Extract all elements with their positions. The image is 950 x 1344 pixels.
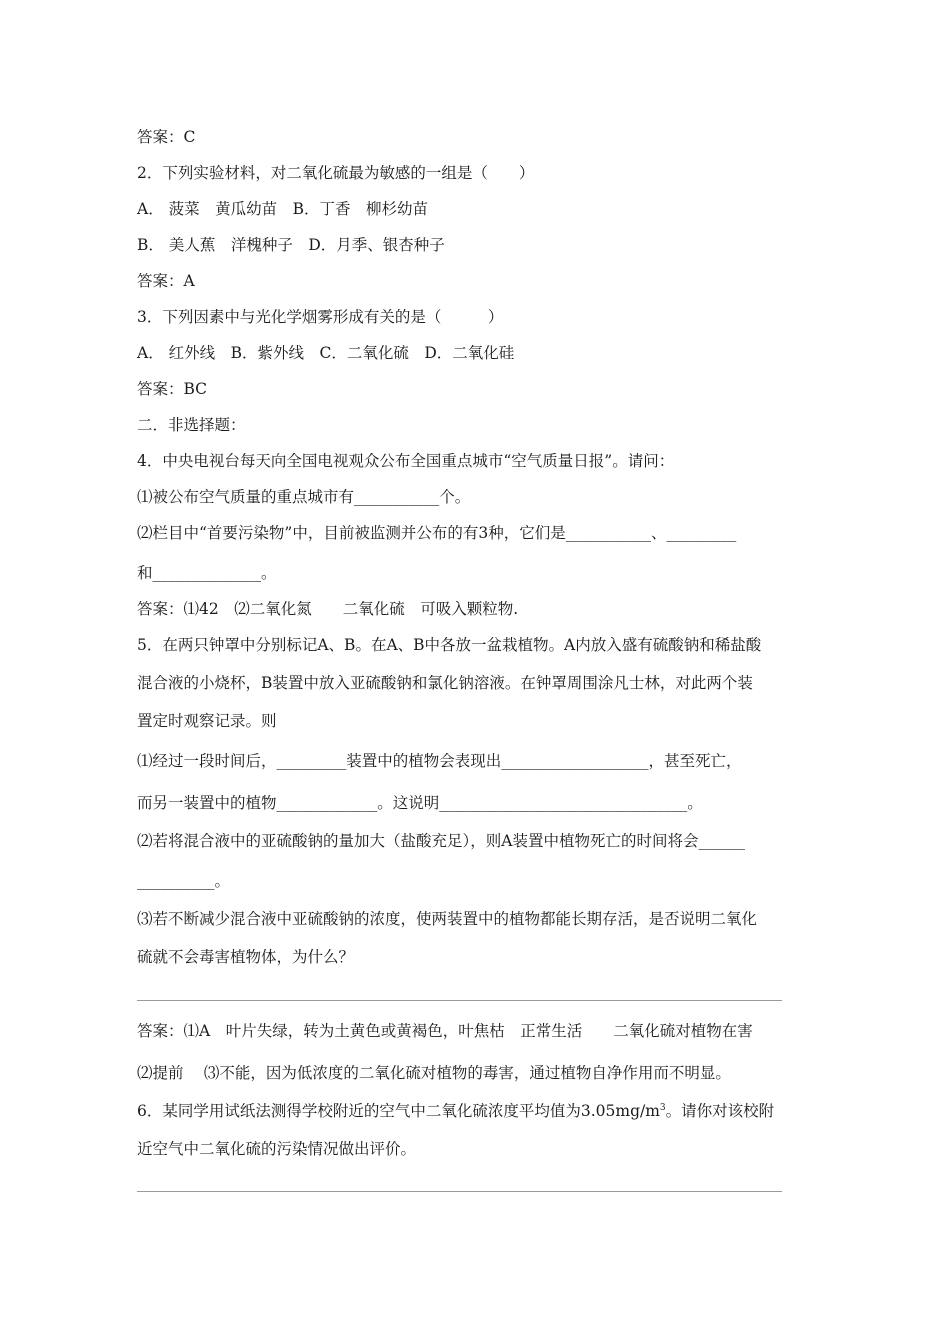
question-3-options: A． 红外线 B．紫外线 C．二氧化硫 D．二氧化硅	[137, 344, 515, 362]
question-5-cont-2: 置定时观察记录。则	[137, 712, 277, 730]
question-5-part-3: ⑶若不断减少混合液中亚硫酸钠的浓度，使两装置中的植物都能长期存活，是否说明二氧化	[137, 910, 758, 928]
question-6-tail: 。请你对该校附	[665, 1102, 775, 1120]
question-2-options-a: A． 菠菜 黄瓜幼苗 B．丁香 柳杉幼苗	[137, 200, 429, 218]
question-6-text: 6．某同学用试纸法测得学校附近的空气中二氧化硫浓度平均值为3.05mg/m	[137, 1102, 660, 1120]
question-4-part-2: ⑵栏目中“首要污染物”中，目前被监测并公布的有3种，它们是___________、_________	[137, 524, 737, 542]
answer-3: 答案：BC	[137, 380, 208, 398]
answer-2: 答案：A	[137, 272, 195, 290]
question-2: 2．下列实验材料，对二氧化硫最为敏感的一组是（ ）	[137, 164, 535, 182]
question-6-cont: 近空气中二氧化硫的污染情况做出评价。	[137, 1140, 417, 1158]
unit-superscript: 3	[659, 1103, 666, 1113]
question-5-part-3-cont: 硫就不会毒害植物体，为什么？	[137, 948, 355, 966]
question-6	[137, 1101, 774, 1121]
answer-blank-line	[137, 1000, 782, 1001]
question-4: 4．中央电视台每天向全国电视观众公布全国重点城市“空气质量日报”。请问：	[137, 452, 675, 470]
answer-blank-line	[137, 1191, 782, 1192]
question-5-part-2: ⑵若将混合液中的亚硫酸钠的量加大（盐酸充足），则A装置中植物死亡的时间将会______	[137, 832, 745, 850]
answer-5: 答案：⑴A 叶片失绿，转为土黄色或黄褐色，叶焦枯 正常生活 二氧化硫对植物在害	[137, 1022, 753, 1040]
answer-4: 答案：⑴42 ⑵二氧化氮 二氧化硫 可吸入颗粒物.	[137, 600, 519, 618]
question-5: 5．在两只钟罩中分别标记A、B。在A、B中各放一盆栽植物。A内放入盛有硫酸钠和稀盐酸	[137, 636, 762, 654]
question-5-part-1: ⑴经过一段时间后，_________装置中的植物会表现出___________________，甚至死亡，	[137, 752, 742, 770]
question-4-part-2-cont: 和______________。	[137, 564, 277, 582]
answer-5-cont: ⑵提前 ⑶不能，因为低浓度的二氧化硫对植物的毒害，通过植物自净作用而不明显。	[137, 1064, 731, 1082]
question-5-cont-1: 混合液的小烧杯，B装置中放入亚硫酸钠和氯化钠溶液。在钟罩周围涂凡士林，对此两个装	[137, 674, 753, 692]
answer-1: 答案：C	[137, 128, 196, 146]
question-4-part-1: ⑴被公布空气质量的重点城市有___________个。	[137, 488, 471, 506]
question-3: 3．下列因素中与光化学烟雾形成有关的是（ ）	[137, 308, 504, 326]
section-heading: 二．非选择题：	[137, 416, 246, 434]
question-2-options-b: B． 美人蕉 洋槐种子 D．月季、银杏种子	[137, 236, 445, 254]
question-5-part-1-cont: 而另一装置中的植物_____________。这说明________________________________。	[137, 794, 703, 812]
question-5-part-2-cont: __________。	[137, 872, 231, 890]
